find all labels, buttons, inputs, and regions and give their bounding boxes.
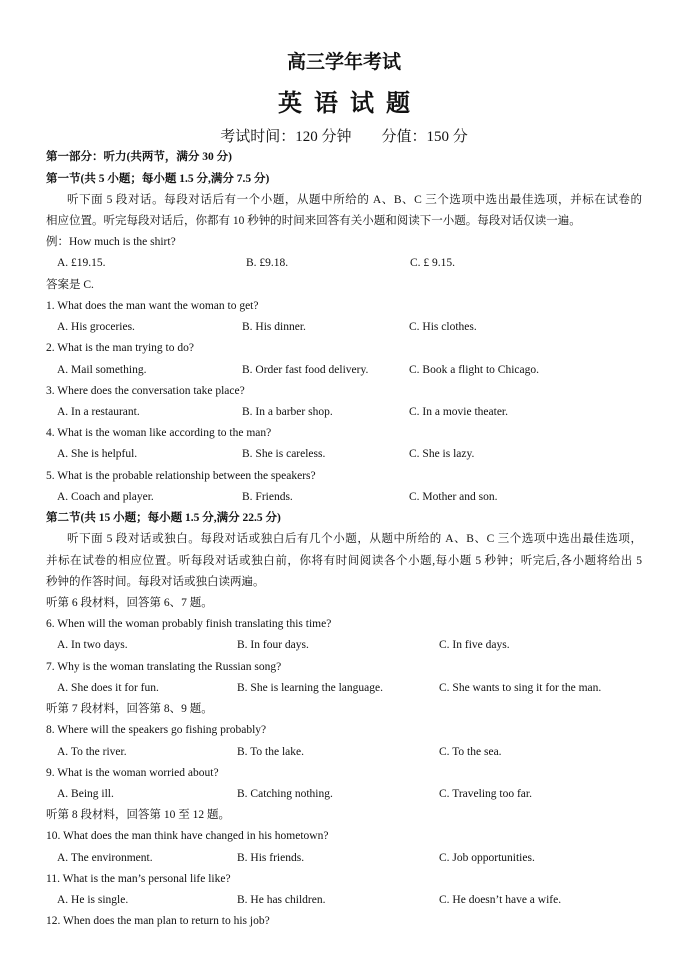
option-a: A. He is single. bbox=[57, 894, 129, 907]
question-stem: 10. What does the man think have changed in his hometown? bbox=[46, 830, 329, 843]
option-c: C. His clothes. bbox=[409, 321, 477, 334]
question-stem: 7. Why is the woman translating the Russian song? bbox=[46, 660, 282, 673]
exam-body bbox=[46, 147, 642, 932]
question-stem: 5. What is the probable relationship between the speakers? bbox=[46, 469, 316, 482]
section2-instruction-line: 秒钟的作答时间。每段对话或独白读两遍。 bbox=[46, 575, 265, 588]
option-c: C. To the sea. bbox=[439, 745, 502, 758]
option-a: A. In a restaurant. bbox=[57, 406, 140, 419]
option-c: C. He doesn’t have a wife. bbox=[439, 894, 562, 907]
example-options bbox=[46, 253, 642, 274]
question-stem: 8. Where will the speakers go fishing probably? bbox=[46, 724, 267, 737]
option-b: B. Catching nothing. bbox=[237, 787, 333, 800]
question-options bbox=[46, 444, 642, 465]
question-options bbox=[46, 635, 642, 656]
question-stem: 1. What does the man want the woman to get? bbox=[46, 299, 259, 312]
question-stem: 12. When does the man plan to return to his job? bbox=[46, 915, 270, 928]
option-c: C. Traveling too far. bbox=[439, 787, 532, 800]
section1-instruction-line: 听下面 5 段对话。每段对话后有一个小题，从题中所给的 A、B、C 三个选项中选出最佳选项，并标在试卷的 bbox=[67, 193, 642, 206]
option-b: B. Friends. bbox=[242, 490, 293, 503]
option-b: B. His friends. bbox=[237, 851, 305, 864]
option-a: A. She does it for fun. bbox=[57, 681, 159, 694]
question-stem: 2. What is the man trying to do? bbox=[46, 342, 194, 355]
option-b: B. £9.18. bbox=[246, 257, 289, 270]
question-options bbox=[46, 317, 642, 338]
option-b: B. To the lake. bbox=[237, 745, 305, 758]
question-options bbox=[46, 848, 642, 869]
option-a: A. In two days. bbox=[57, 639, 128, 652]
listening-group-label: 听第 8 段材料，回答第 10 至 12 题。 bbox=[46, 809, 230, 822]
listening-group-label: 听第 6 段材料，回答第 6、7 题。 bbox=[46, 596, 213, 609]
option-b: B. In a barber shop. bbox=[242, 406, 333, 419]
option-a: A. To the river. bbox=[57, 745, 127, 758]
example-answer: 答案是 C. bbox=[46, 278, 94, 291]
question-stem: 4. What is the woman like according to the man? bbox=[46, 427, 272, 440]
section2-heading: 第二节(共 15 小题；每小题 1.5 分,满分 22.5 分) bbox=[46, 512, 281, 525]
option-b: B. Order fast food delivery. bbox=[242, 363, 369, 376]
question-options bbox=[46, 360, 642, 381]
exam-time-and-score: 考试时间：120 分钟 分值：150 分 bbox=[220, 129, 468, 145]
option-b: B. She is careless. bbox=[242, 448, 326, 461]
example-question-stem: 例：How much is the shirt? bbox=[46, 236, 176, 249]
question-options bbox=[46, 784, 642, 805]
section1-heading: 第一节(共 5 小题；每小题 1.5 分,满分 7.5 分) bbox=[46, 172, 270, 185]
option-b: B. He has children. bbox=[237, 894, 326, 907]
option-c: C. Mother and son. bbox=[409, 490, 498, 503]
question-stem: 11. What is the man’s personal life like? bbox=[46, 872, 231, 885]
option-b: B. In four days. bbox=[237, 639, 309, 652]
option-a: A. Mail something. bbox=[57, 363, 147, 376]
section1-instruction-line: 相应位置。听完每段对话后，你都有 10 秒钟的时间来回答有关小题和阅读下一小题。每段对话仅读一遍。 bbox=[46, 215, 581, 228]
option-c: C. Book a flight to Chicago. bbox=[409, 363, 540, 376]
option-a: A. £19.15. bbox=[57, 257, 106, 270]
option-c: C. She wants to sing it for the man. bbox=[439, 681, 602, 694]
question-stem: 9. What is the woman worried about? bbox=[46, 766, 219, 779]
question-options bbox=[46, 890, 642, 911]
option-c: C. She is lazy. bbox=[409, 448, 475, 461]
option-b: B. His dinner. bbox=[242, 321, 306, 334]
exam-school-title: 高三学年考试 bbox=[286, 52, 401, 73]
section2-instruction-line: 并标在试卷的相应位置。听每段对话或独白前，你将有时间阅读各个小题,每小题 5 秒钟；听完后,各小题将给出 5 bbox=[46, 554, 642, 567]
part-heading: 第一部分：听力(共两节，满分 30 分) bbox=[46, 151, 232, 164]
option-a: A. She is helpful. bbox=[57, 448, 138, 461]
question-options bbox=[46, 742, 642, 763]
option-c: C. £ 9.15. bbox=[410, 257, 456, 270]
section2-instruction-line: 听下面 5 段对话或独白。每段对话或独白后有几个小题，从题中所给的 A、B、C 三个选项中选出最佳选项， bbox=[67, 533, 642, 546]
option-c: C. Job opportunities. bbox=[439, 851, 535, 864]
question-options bbox=[46, 678, 642, 699]
option-a: A. Coach and player. bbox=[57, 490, 154, 503]
option-c: C. In a movie theater. bbox=[409, 406, 508, 419]
option-c: C. In five days. bbox=[439, 639, 510, 652]
option-a: A. The environment. bbox=[57, 851, 153, 864]
question-options bbox=[46, 487, 642, 508]
question-stem: 3. Where does the conversation take place? bbox=[46, 384, 245, 397]
option-a: A. Being ill. bbox=[57, 787, 114, 800]
option-b: B. She is learning the language. bbox=[237, 681, 383, 694]
question-stem: 6. When will the woman probably finish translating this time? bbox=[46, 618, 332, 631]
question-options bbox=[46, 402, 642, 423]
listening-group-label: 听第 7 段材料，回答第 8、9 题。 bbox=[46, 703, 213, 716]
exam-subject-title: 英 语 试 题 bbox=[278, 91, 410, 117]
option-a: A. His groceries. bbox=[57, 321, 135, 334]
